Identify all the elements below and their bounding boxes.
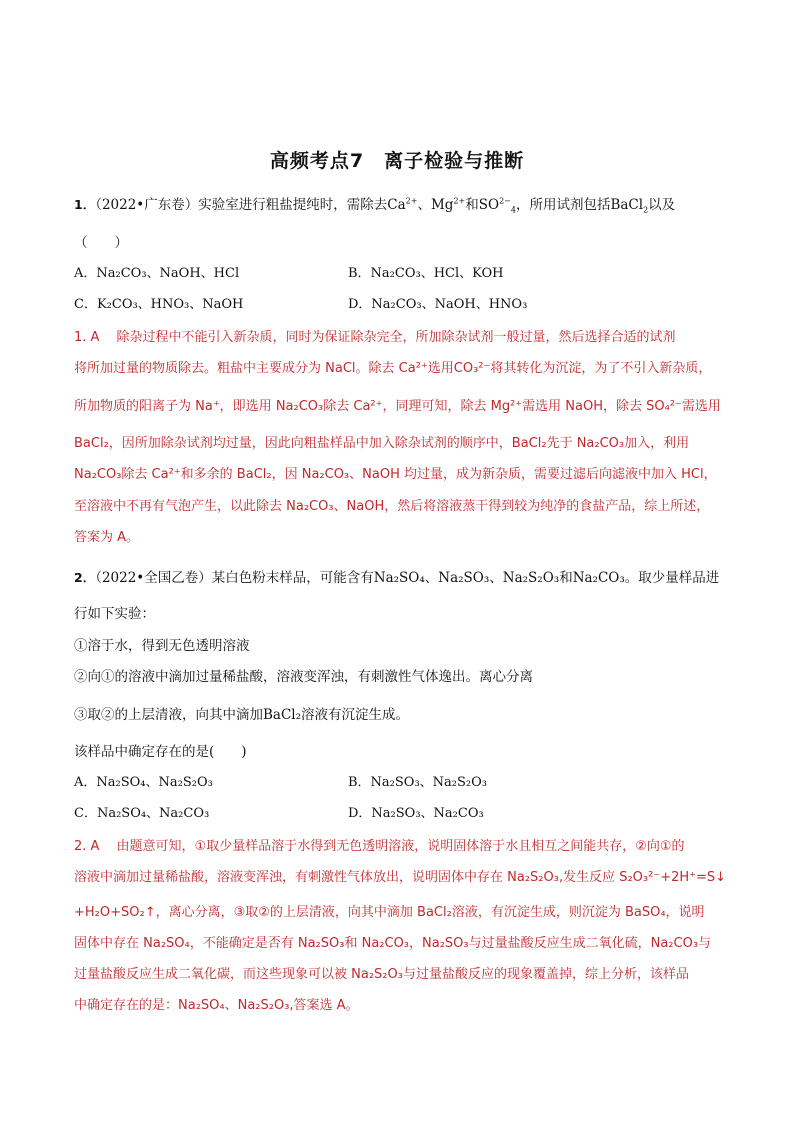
q2-option-c: C．Na₂SO₄、Na₂CO₃ <box>74 806 210 821</box>
q2-answer-line-5: 过量盐酸反应生成二氧化碳，而这些现象可以被 Na₂S₂O₃与过量盐酸反应的现象覆盖掉，综上分析，该样品 <box>74 967 689 982</box>
q1-answer-line-2: 将所加过量的物质除去。粗盐中主要成分为 NaCl。除去 Ca²⁺选用CO₃²⁻将其转化为沉淀，为了不引入新杂质， <box>74 361 712 376</box>
q1-answer-line-1: 1. A 除杂过程中不能引入新杂质，同时为保证除杂完全，所加除杂试剂一般过量，然后选择合适的试剂 <box>74 330 676 345</box>
q2-number: 2． <box>74 570 96 585</box>
q1-option-c: C．K₂CO₃、HNO₃、NaOH <box>74 297 244 312</box>
page-title: 高频考点7 离子检验与推断 <box>269 150 525 172</box>
q1-answer-line-6: 至溶液中不再有气泡产生，以此除去 Na₂CO₃、NaOH，然后将溶液蒸干得到较为纯净的食盐产品，综上所述， <box>74 499 710 514</box>
q1-answer-line-3: 所加物质的阳离子为 Na⁺，即选用 Na₂CO₃除去 Ca²⁺，同理可知，除去 Mg²⁺需选用 NaOH，除去 SO₄²⁻需选用 <box>74 399 721 414</box>
q1-source: （2022•广东卷） <box>95 197 199 213</box>
q2-answer-line-3: +H₂O+SO₂↑，离心分离，③取②的上层清液，向其中滴加 BaCl₂溶液，有沉淀生成，则沉淀为 BaSO₄，说明 <box>74 905 705 920</box>
q2-option-d: D．Na₂SO₃、Na₂CO₃ <box>348 806 484 821</box>
q1-option-d: D．Na₂CO₃、NaOH、HNO₃ <box>348 297 528 312</box>
q2-step-2: ②向①的溶液中滴加过量稀盐酸，溶液变浑浊，有刺激性气体逸出。离心分离 <box>74 669 533 685</box>
q2-option-b: B．Na₂SO₃、Na₂S₂O₃ <box>348 775 487 790</box>
q1-answer-line-5: Na₂CO₃除去 Ca²⁺和多余的 BaCl₂，因 Na₂CO₃、NaOH 均过量，成为新杂质，需要过滤后向滤液中加入 HCl， <box>74 467 717 482</box>
q1-option-a: A．Na₂CO₃、NaOH、HCl <box>74 266 240 281</box>
q2-option-a: A．Na₂SO₄、Na₂S₂O₃ <box>74 775 213 790</box>
q2-answer-line-1: 2. A 由题意可知，①取少量样品溶于水得到无色透明溶液，说明固体溶于水且相互之间能共存，②向①的 <box>74 839 685 854</box>
q2-stem: 2．（2022•全国乙卷）某白色粉末样品，可能含有Na₂SO₄、Na₂SO₃、Na₂S₂O₃和Na₂CO₃。取少量样品进 <box>74 570 720 586</box>
q2-source: （2022•全国乙卷） <box>95 570 212 586</box>
q1-stem: 1．（2022•广东卷）实验室进行粗盐提纯时，需除去$Ca^{2+}$、$Mg^{2+}$和$SO^{2-}_4$，所用试剂包括BaCl$_2$以及 <box>74 196 676 215</box>
q2-step-1: ①溶于水，得到无色透明溶液 <box>74 638 250 654</box>
q1-answer-line-7: 答案为 A。 <box>74 530 140 545</box>
q1-answer-bracket: （ ） <box>74 235 128 251</box>
q2-stem-cont: 行如下实验： <box>74 606 155 622</box>
q1-option-b: B．Na₂CO₃、HCl、KOH <box>348 266 504 281</box>
q2-step-3: ③取②的上层清液，向其中滴加BaCl₂溶液有沉淀生成。 <box>74 707 410 723</box>
q2-answer-line-6: 中确定存在的是：Na₂SO₄、Na₂S₂O₃,答案选 A。 <box>74 998 359 1013</box>
q2-answer-line-2: 溶液中滴加过量稀盐酸，溶液变浑浊，有刺激性气体放出，说明固体中存在 Na₂S₂O₃,发生反应 S₂O₃²⁻+2H⁺=S↓ <box>74 870 727 885</box>
q1-answer-line-4: BaCl₂，因所加除杂试剂均过量，因此向粗盐样品中加入除杂试剂的顺序中，BaCl₂先于 Na₂CO₃加入，利用 <box>74 436 690 451</box>
q2-question: 该样品中确定存在的是( ) <box>74 744 247 760</box>
q2-answer-line-4: 固体中存在 Na₂SO₄，不能确定是否有 Na₂SO₃和 Na₂CO₃，Na₂SO₃与过量盐酸反应生成二氧化硫，Na₂CO₃与 <box>74 936 712 951</box>
q1-number: 1． <box>74 197 96 212</box>
